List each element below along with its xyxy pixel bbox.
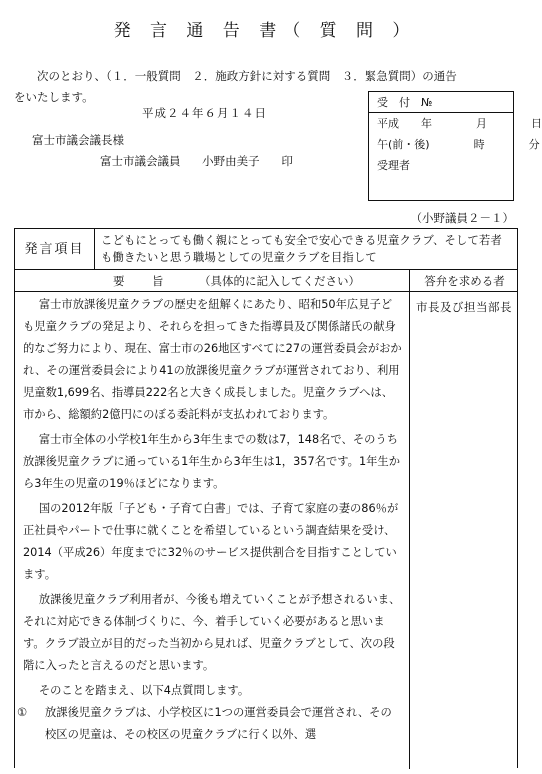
- question-number: ①: [17, 706, 28, 719]
- question-1: [17, 702, 403, 746]
- answer-header: 答弁を求める者: [409, 270, 519, 292]
- submission-date: 平成２４年６月１４日: [142, 106, 267, 120]
- sender-name: 小野由美子: [202, 154, 260, 168]
- receipt-box: [368, 91, 542, 201]
- answer-respondent: 市長及び担当部長: [416, 300, 512, 314]
- paragraph: そのことを踏まえ、以下4点質問します。: [38, 684, 250, 697]
- summary-content: [15, 292, 409, 746]
- item-row: [15, 229, 517, 270]
- summary-body: [15, 292, 409, 769]
- intro-line-1: 次のとおり、（１．一般質問 ２．施政方針に対する質問 ３．緊急質問）の通告: [37, 69, 457, 83]
- paragraph: 富士市全体の小学校1年生から3年生までの数は7，148名で、そのうち放課後児童クラブに通っている1年生から3年生は1，357名です。1年生から3年生の児童の19％ほどになります。: [23, 433, 401, 490]
- receipt-receiver-row: 受理者: [377, 159, 410, 172]
- receipt-date-row: 平成 年 月 日: [377, 117, 542, 130]
- paragraph: 富士市放課後児童クラブの歴史を紐解くにあたり、昭和50年広見子ども児童クラブの発足より、それらを担ってきた指導員及び関係諸氏の献身的なご努力により、現在、富士市の26地区すべてに27の運営委員会がおかれ、その運営委員会により41の放課後児童クラブが運営されており、利用児童数1,699名、指導員222名と大きく成長しました。児童クラブへは、市から、総額約2億円にのぼる委託料が支払われております。: [23, 298, 402, 421]
- summary-header: [15, 270, 409, 292]
- answer-body: [409, 292, 519, 769]
- sender-seal: 印: [281, 154, 293, 168]
- question-text: 放課後児童クラブは、小学校区に1つの運営委員会で運営され、その校区の児童は、その校区の児童クラブに行く以外、選: [45, 706, 392, 741]
- receipt-time-row: 午(前・後) 時 分: [377, 138, 540, 151]
- header-row: [15, 270, 517, 292]
- receipt-number-row: 受 付 №: [369, 92, 513, 113]
- item-label: 発言項目: [15, 229, 95, 270]
- paragraph: 国の2012年版「子ども・子育て白書」では、子育て家庭の妻の86％が正社員やパートで仕事に就くことを希望しているという調査結果を受け、2014（平成26）年度までに32％のサービス提供割合を目指すことしています。: [23, 502, 399, 581]
- sender: [100, 153, 311, 169]
- question-table: [14, 228, 518, 768]
- intro-line-2: をいたします。: [14, 90, 94, 104]
- addressee: 富士市議会議長様: [32, 133, 124, 147]
- sender-role: 富士市議会議員: [100, 154, 181, 168]
- item-text: こどもにとっても働く親にとっても安全で安心できる児童クラブ、そして若者も働きたいと思う職場としての児童クラブを目指して: [101, 234, 503, 264]
- member-number: （小野議員２－１）: [410, 211, 514, 225]
- summary-note: （具体的に記入してください）: [199, 274, 360, 288]
- document-title: 発 言 通 告 書（ 質 問 ）: [113, 21, 417, 41]
- summary-label: 要 旨: [113, 274, 172, 288]
- paragraph: 放課後児童クラブ利用者が、今後も増えていくことが予想されるいま、それに対応できる体制づくりに、今、着手していく必要があると思います。クラブ設立が目的だった当初から見れば、児童クラブとして、次の段階に入ったと言えるのだと思います。: [23, 593, 401, 672]
